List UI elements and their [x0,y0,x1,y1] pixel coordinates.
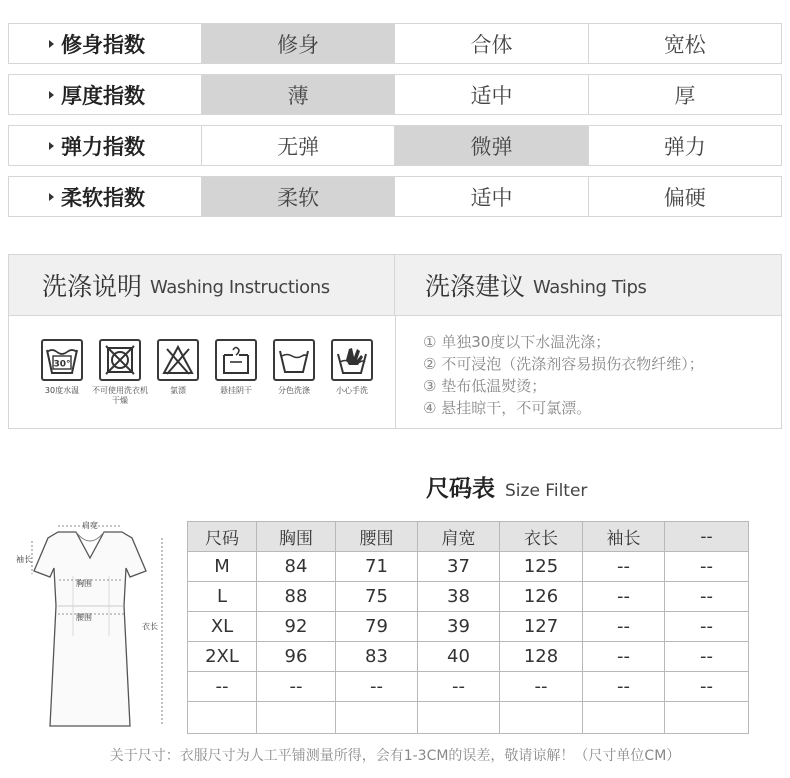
thickness-option-medium: 适中 [395,75,588,114]
size-table-header: 尺码 胸围 腰围 肩宽 衣长 袖长 -- [188,522,749,552]
svg-text:袖长: 袖长 [16,555,32,564]
hang-dry-icon [215,339,257,381]
care-item: 不可使用洗衣机干燥 [91,339,149,406]
table-row: -- -- -- -- -- -- -- [188,672,749,702]
table-row: XL 92 79 39 127 -- -- [188,612,749,642]
softness-option-medium: 适中 [395,177,588,216]
washing-tips-list [423,331,704,419]
care-item: 30° 30度水温 [33,339,91,406]
fit-option-regular: 合体 [395,24,588,63]
elasticity-option-slight: 微弹 [395,126,588,165]
care-item: 悬挂阴干 [207,339,265,406]
table-row: 2XL 96 83 40 128 -- -- [188,642,749,672]
care-item: 小心手洗 [323,339,381,406]
triangle-bullet-icon [49,40,54,48]
svg-text:衣长: 衣长 [142,622,158,631]
tip-item: ③ 垫布低温熨烫； [423,377,547,395]
thickness-index-row [8,74,782,115]
size-table [187,521,749,734]
size-note: 关于尺寸：衣服尺寸为人工平铺测量所得，会有1-3CM的误差，敬请谅解！（尺寸单位CM） [109,748,681,764]
care-item: 分色洗涤 [265,339,323,406]
triangle-bullet-icon [49,193,54,201]
table-row [188,702,749,734]
triangle-bullet-icon [49,142,54,150]
softness-index-label: 柔软指数 [9,177,202,216]
separate-wash-icon [273,339,315,381]
svg-text:肩宽: 肩宽 [82,521,98,530]
fit-index-row [8,23,782,64]
elasticity-option-none: 无弹 [202,126,395,165]
fit-index-label: 修身指数 [9,24,202,63]
washing-instructions-header: 洗涤说明 Washing Instructions [9,255,395,316]
tip-item: ④ 悬挂晾干，不可氯漂。 [423,399,592,417]
care-icons [33,339,381,406]
thickness-option-thin: 薄 [202,75,395,114]
svg-text:30°: 30° [53,359,71,370]
tip-item: ① 单独30度以下水温洗涤； [423,333,611,351]
softness-index-row [8,176,782,217]
wash-30-icon [41,339,83,381]
dress-measurement-diagram [14,516,174,736]
care-item: 氯漂 [149,339,207,406]
thickness-option-thick: 厚 [674,83,696,108]
washing-section [8,254,782,429]
triangle-bullet-icon [49,91,54,99]
elasticity-option-stretch: 弹力 [663,134,706,159]
hand-wash-icon [331,339,373,381]
fit-option-loose: 宽松 [663,32,706,57]
size-chart-title: 尺码表 Size Filter [426,476,588,502]
elasticity-index-row [8,125,782,166]
fit-option-slim: 修身 [202,24,395,63]
softness-option-soft: 柔软 [202,177,395,216]
thickness-index-label: 厚度指数 [9,75,202,114]
table-row: M 84 71 37 125 -- -- [188,552,749,582]
no-bleach-icon [157,339,199,381]
svg-text:腰围: 腰围 [76,613,92,622]
softness-option-stiff: 偏硬 [663,185,706,210]
elasticity-index-label: 弹力指数 [9,126,202,165]
no-machine-dry-icon [99,339,141,381]
tip-item: ② 不可浸泡（洗涤剂容易损伤衣物纤维）； [423,355,704,373]
svg-text:胸围: 胸围 [76,579,92,588]
washing-tips-header: 洗涤建议 Washing Tips [395,255,781,316]
table-row: L 88 75 38 126 -- -- [188,582,749,612]
